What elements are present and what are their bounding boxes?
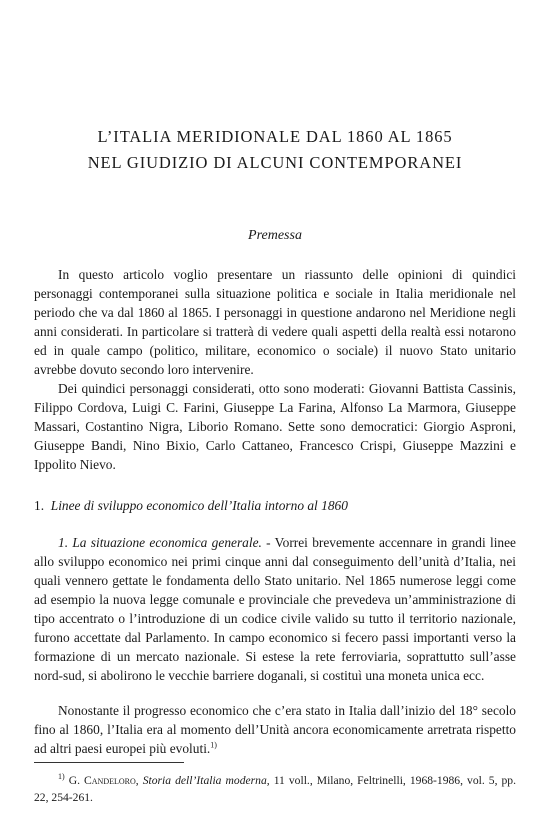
footnote-details: 11 voll., Milano, Feltrinelli, 1968-1986, vol. 5, pp. 22, 254-261. (34, 774, 516, 804)
footnote-reference[interactable]: 1) (210, 740, 217, 750)
footnote-marker: 1) (58, 772, 65, 782)
page-title-line-2: NEL GIUDIZIO DI ALCUNI CONTEMPORANEI (87, 153, 463, 172)
footnote-author-surname: Candeloro, (84, 774, 139, 787)
footnote-divider (34, 762, 184, 763)
page-title-line-1: L’ITALIA MERIDIONALE DAL 1860 AL 1865 (97, 127, 453, 146)
paragraph-intro (34, 265, 516, 379)
section-title: Linee di sviluppo economico dell’Italia intorno al 1860 (50, 498, 348, 513)
paragraph-personaggi-text: Dei quindici personaggi considerati, otto sono moderati: Giovanni Battista Cassinis, Filippo Cordova, Luigi C. Farini, Giuseppe La Farina, Alfonso La Marmora, Giuseppe Massari, Costantino Nigra, Liborio Romano. Sette sono democratici: Giorgio Asproni, Giuseppe Bandi, Nino Bixio, Carlo Cattaneo, Francesco Crispi, Giuseppe Mazzini e Ippolito Nievo. (34, 381, 516, 472)
premessa-heading: Premessa (248, 228, 302, 243)
section-heading (34, 496, 516, 515)
paragraph-intro-text: In questo articolo voglio presentare un riassunto delle opinioni di quindici personaggi contemporanei sulla situazione politica e sociale in Italia meridionale nel periodo che va dal 1860 al 1865. I personaggi in questione andarono nel Meridione negli anni considerati. In particolare si tratterà di vedere quali aspetti della realtà essi notarono ed in quale campo (politico, militare, economico o sociale) il nuovo Stato unitario avrebbe dovuto secondo loro intervenire. (34, 267, 516, 377)
footnote-author-initial: G. (68, 774, 80, 787)
paragraph-situazione (34, 533, 516, 685)
footnote (34, 772, 516, 806)
paragraph-progresso-text: Nonostante il progresso economico che c’era stato in Italia dall’inizio del 18° secolo fino al 1860, l’Italia era al momento dell’Unità ancora economicamente arretrata rispetto ad altri paesi europei più evoluti. (34, 703, 516, 756)
subsection-text: - Vorrei brevemente accennare in grandi linee allo sviluppo economico nei primi cinque anni dal conseguimento dell’unità d’Italia, nei quali vennero gettate le fondamenta dello Stato unitario. Nel 1865 numerose leggi come ad esempio la nuova legge comunale e provinciale che prevedeva un’amministrazione di tipo accentrato o l’introduzione di un codice civile valido su tutto il territorio nazionale, furono accettate dal Parlamento. In campo economico si fecero passi importanti verso la formazione di un mercato nazionale. Si estese la rete ferroviaria, soprattutto sull’asse nord-sud, si abolirono le vecchie barriere doganali, si costituì una moneta unica ecc. (34, 535, 516, 683)
subsection-label: 1. La situazione economica generale. (58, 535, 262, 550)
paragraph-progresso (34, 701, 516, 758)
footnote-work: Storia dell’Italia moderna, (142, 774, 270, 787)
paragraph-personaggi (34, 379, 516, 474)
section-number: 1. (34, 498, 45, 513)
